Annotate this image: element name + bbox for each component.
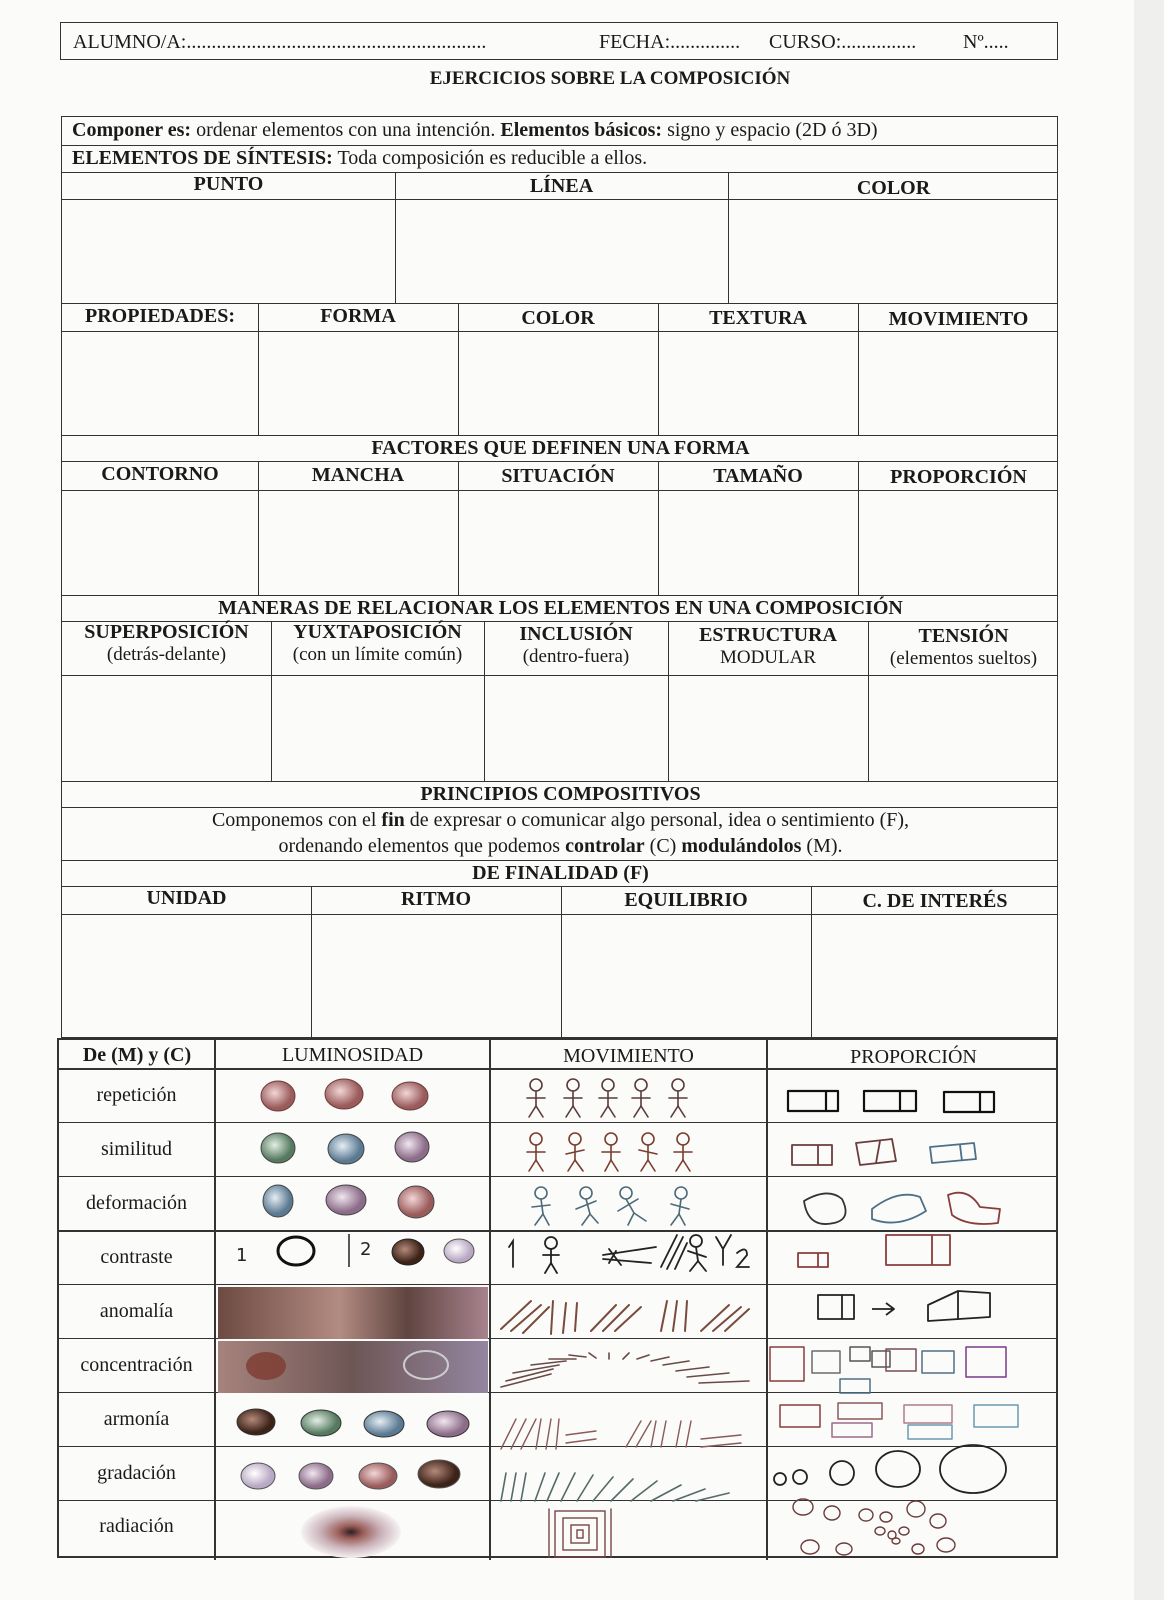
answer-contorno[interactable] <box>62 491 258 594</box>
header-propiedades: PROPIEDADES: <box>84 305 235 327</box>
header-unidad: UNIDAD <box>146 887 227 909</box>
header-contorno: CONTORNO <box>101 463 219 485</box>
matrix-corner: De (M) y (C) <box>82 1044 192 1066</box>
header-tension: TENSIÓN (elementos sueltos) <box>889 625 1038 669</box>
answer-centro-interes[interactable] <box>811 915 1059 1018</box>
contrast-mark-1: 1 <box>236 1245 248 1266</box>
student-header <box>60 22 1058 60</box>
row-armonia: armonía <box>103 1408 170 1430</box>
answer-forma[interactable] <box>258 332 458 435</box>
header-superposicion: SUPERPOSICIÓN (detrás-delante) <box>84 621 249 665</box>
answer-unidad[interactable] <box>62 915 311 1018</box>
curso-field[interactable]: CURSO:............... <box>769 31 917 53</box>
row-gradacion: gradación <box>97 1462 176 1484</box>
scan-edge <box>1134 0 1164 1600</box>
answer-color[interactable] <box>728 200 1059 303</box>
answer-ritmo[interactable] <box>311 915 561 1018</box>
movimiento-drawings <box>491 1069 766 1560</box>
header-punto: PUNTO <box>193 173 264 195</box>
composition-sheet <box>61 116 1058 1038</box>
answer-proporcion[interactable] <box>858 491 1059 594</box>
answer-superposicion[interactable] <box>62 676 271 779</box>
header-ritmo: RITMO <box>401 888 471 910</box>
alumno-field[interactable]: ALUMNO/A:............................................................ <box>73 31 487 53</box>
row-concentracion: concentración <box>80 1354 193 1376</box>
answer-estructura-modular[interactable] <box>668 676 868 779</box>
header-centro-interes: C. DE INTERÉS <box>862 890 1008 912</box>
header-mancha: MANCHA <box>311 464 405 486</box>
header-forma: FORMA <box>320 305 396 327</box>
col-movimiento: MOVIMIENTO <box>563 1045 694 1067</box>
header-situacion: SITUACIÓN <box>501 465 615 487</box>
header-inclusion: INCLUSIÓN (dentro-fuera) <box>519 623 633 667</box>
answer-situacion[interactable] <box>458 491 658 594</box>
row-similitud: similitud <box>100 1138 173 1160</box>
answer-yuxtaposicion[interactable] <box>271 676 484 779</box>
fecha-field[interactable]: FECHA:.............. <box>599 31 741 53</box>
col-proporcion: PROPORCIÓN <box>850 1046 977 1068</box>
contrast-mark-2: 2 <box>360 1239 372 1260</box>
header-textura: TEXTURA <box>709 307 807 329</box>
answer-linea[interactable] <box>395 200 728 303</box>
answer-tension[interactable] <box>868 676 1059 779</box>
header-prop-color: COLOR <box>521 307 595 329</box>
row-radiacion: radiación <box>99 1515 174 1537</box>
answer-punto[interactable] <box>62 200 395 303</box>
row-anomalia: anomalía <box>99 1300 174 1322</box>
finalidad-title: DE FINALIDAD (F) <box>472 862 649 884</box>
row-contraste: contraste <box>100 1246 173 1268</box>
definition-sintesis: ELEMENTOS DE SÍNTESIS: Toda composición es reducible a ellos. <box>72 147 648 169</box>
row-deformacion: deformación <box>85 1192 188 1214</box>
header-estructura-modular: ESTRUCTURA MODULAR <box>699 624 837 668</box>
answer-mancha[interactable] <box>258 491 458 594</box>
header-yuxtaposicion: YUXTAPOSICIÓN (con un límite común) <box>292 621 463 665</box>
modulation-matrix <box>57 1038 1058 1558</box>
header-proporcion: PROPORCIÓN <box>890 466 1027 488</box>
answer-prop-color[interactable] <box>458 332 658 435</box>
page-title: EJERCICIOS SOBRE LA COMPOSICIÓN <box>429 68 791 89</box>
header-tamano: TAMAÑO <box>713 465 803 487</box>
principles-title: PRINCIPIOS COMPOSITIVOS <box>420 783 701 805</box>
factors-title: FACTORES QUE DEFINEN UNA FORMA <box>371 437 750 459</box>
header-equilibrio: EQUILIBRIO <box>624 889 748 911</box>
header-movimiento: MOVIMIENTO <box>888 308 1029 330</box>
answer-textura[interactable] <box>658 332 858 435</box>
luminosidad-drawings <box>216 1069 489 1560</box>
header-color: COLOR <box>856 177 931 199</box>
col-luminosidad: LUMINOSIDAD <box>281 1044 424 1066</box>
numero-field[interactable]: Nº..... <box>963 31 1009 53</box>
proporcion-drawings <box>768 1069 1058 1560</box>
principles-line-1: Componemos con el fin de expresar o comunicar algo personal, idea o sentimiento (F), <box>211 809 910 831</box>
header-linea: LÍNEA <box>529 175 594 197</box>
principles-line-2: ordenando elementos que podemos controlar (C) modulándolos (M). <box>278 835 843 857</box>
definition-componer: Componer es: ordenar elementos con una intención. Elementos básicos: signo y espacio (2D ó 3D) <box>72 119 878 141</box>
relations-title: MANERAS DE RELACIONAR LOS ELEMENTOS EN UNA COMPOSICIÓN <box>218 597 903 619</box>
answer-tamano[interactable] <box>658 491 858 594</box>
row-repeticion: repetición <box>96 1084 177 1106</box>
answer-equilibrio[interactable] <box>561 915 811 1018</box>
answer-movimiento[interactable] <box>858 332 1059 435</box>
answer-inclusion[interactable] <box>484 676 668 779</box>
